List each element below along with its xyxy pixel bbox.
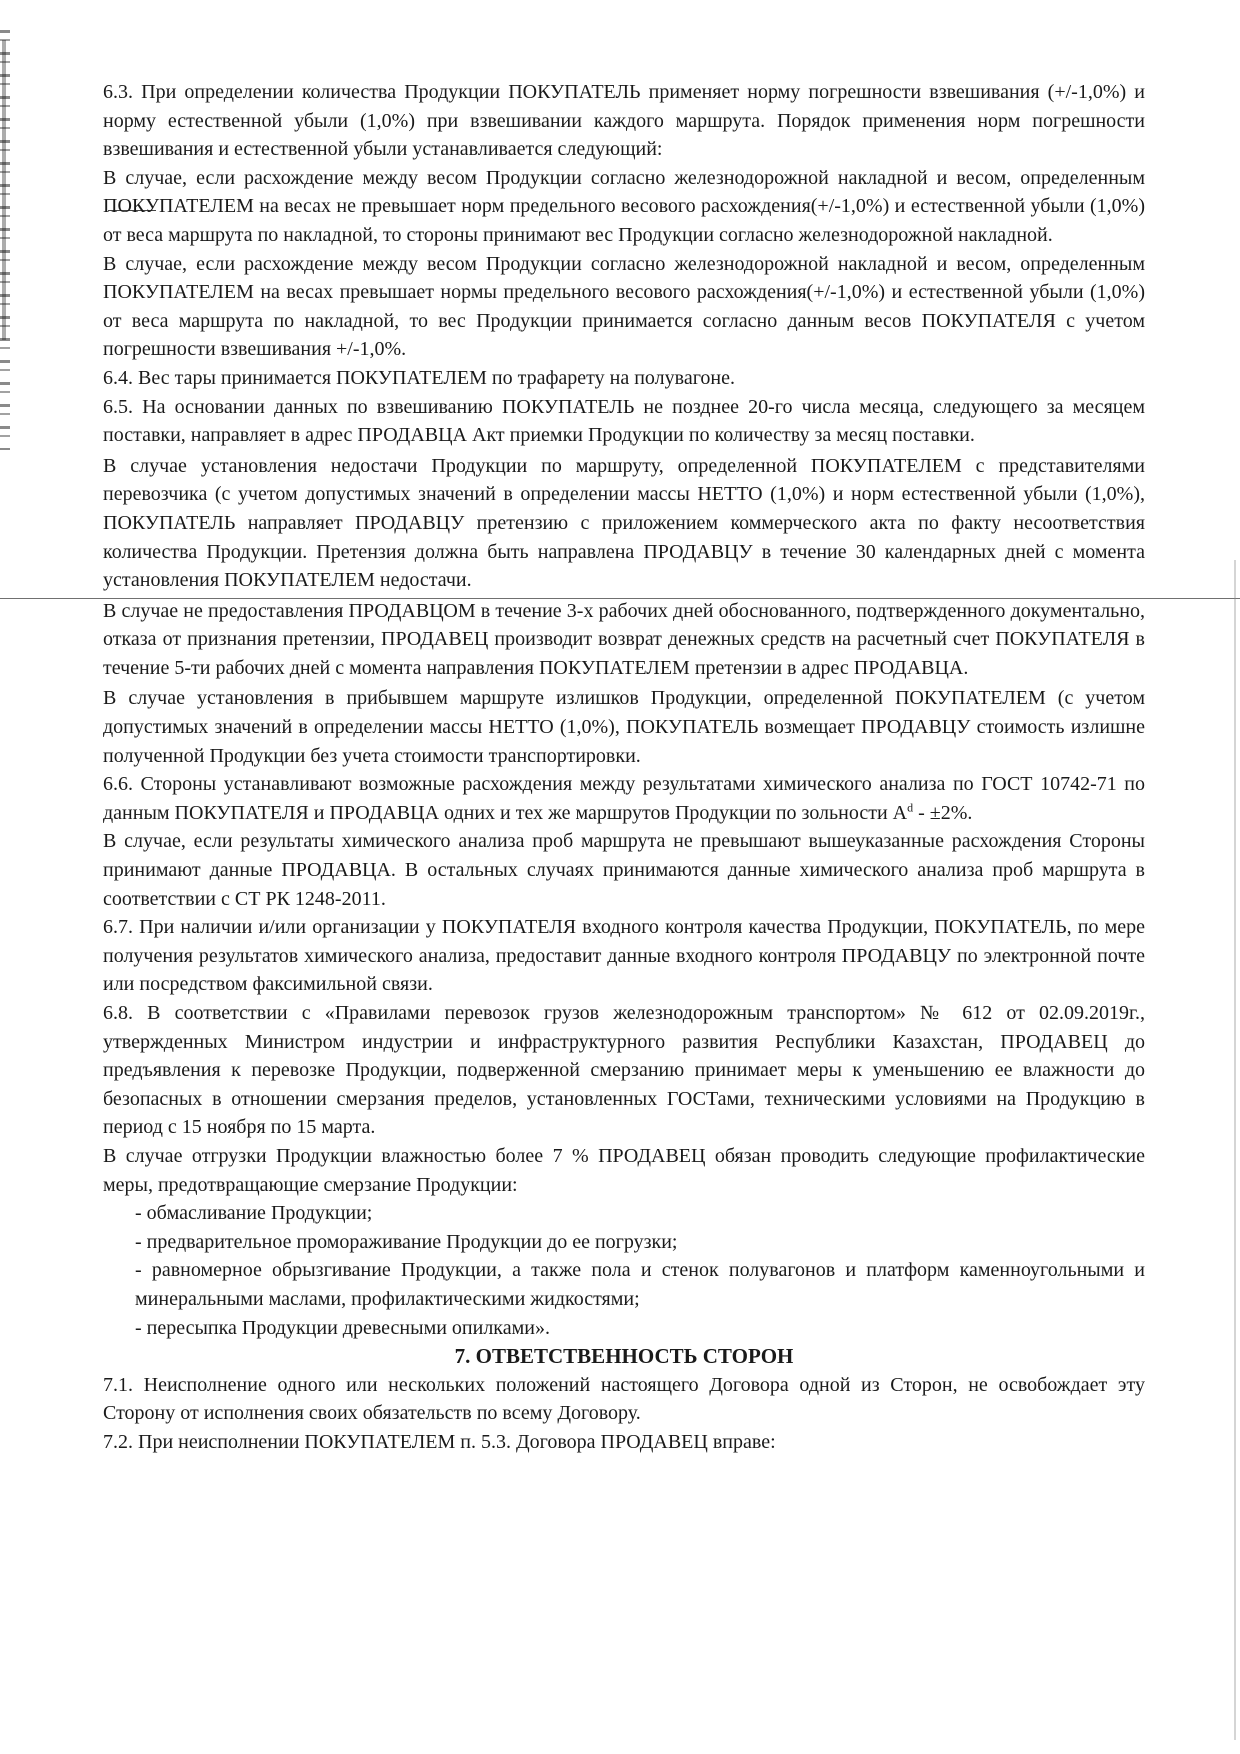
clause-6-6-tail: - ±2%. xyxy=(913,801,973,824)
document-page xyxy=(103,78,1145,1457)
clause-6-3-case-exceeds: В случае, если расхождение между весом Продукции согласно железнодорожной накладной и весом, определенным ПОКУПАТЕЛЕМ на весах превышает нормы предельного весового расхождения(+/-1,0%) и естественной убыли (1,0%) от веса маршрута по накладной, то вес Продукции принимается согласно данным весов ПОКУПАТЕЛЯ с учетом погрешности взвешивания +/-1,0%. xyxy=(103,252,1145,361)
section-7-heading: 7. ОТВЕТСТВЕННОСТЬ СТОРОН xyxy=(454,1344,794,1369)
clause-7-1: 7.1. Неисполнение одного или нескольких положений настоящего Договора одной из Сторон, не освобождает эту Сторону от исполнения своих обязательств по всему Договору. xyxy=(103,1373,1145,1425)
ash-superscript: d xyxy=(907,800,914,815)
measure-item: - обмасливание Продукции; xyxy=(135,1202,373,1225)
clause-6-8-moisture: В случае отгрузки Продукции влажностью более 7 % ПРОДАВЕЦ обязан проводить следующие профилактические меры, предотвращающие смерзание Продукции: xyxy=(103,1144,1145,1196)
clause-6-8: 6.8. В соответствии с «Правилами перевозок грузов железнодорожным транспортом» № 612 от 02.09.2019г., утвержденных Министром индустрии и инфраструктурного развития Республики Казахстан, ПРОДАВЕЦ до предъявления к перевозке Продукции, подверженной смерзанию принимает меры к уменьшению ее влажности до безопасных в отношении смерзания пределов, установленных ГОСТами, техническими условиями на Продукцию в период с 15 ноября по 15 марта. xyxy=(103,1002,1145,1139)
clause-6-6-analysis: В случае, если результаты химического анализа проб маршрута не превышают вышеуказанные расхождения Стороны принимают данные ПРОДАВЦА. В остальных случаях принимаются данные химического анализа проб маршрута в соответствии с СТ РК 1248-2011. xyxy=(103,830,1145,910)
measure-item: - предварительное промораживание Продукции до ее погрузки; xyxy=(135,1230,678,1253)
clause-6-7: 6.7. При наличии и/или организации у ПОКУПАТЕЛЯ входного контроля качества Продукции, ПОКУПАТЕЛЬ, по мере получения результатов химического анализа, предоставит данные входного контроля ПРОДАВЦУ по электронной почте или посредством факсимильной связи. xyxy=(103,916,1145,996)
clause-6-3: 6.3. При определении количества Продукции ПОКУПАТЕЛЬ применяет норму погрешности взвешивания (+/-1,0%) и норму естественной убыли (1,0%) при взвешивании каждого маршрута. Порядок применения норм погрешности взвешивания и естественной убыли устанавливается следующий: xyxy=(103,81,1145,161)
clause-6-6 xyxy=(103,770,1145,827)
measure-item: - равномерное обрызгивание Продукции, а также пола и стенок полувагонов и платформ каменноугольными и минеральными маслами, профилактическими жидкостями; xyxy=(135,1259,1145,1310)
clause-6-4: 6.4. Вес тары принимается ПОКУПАТЕЛЕМ по трафарету на полувагоне. xyxy=(103,366,735,389)
scan-edge-shadow xyxy=(2,40,6,340)
clause-6-5-refund: В случае не предоставления ПРОДАВЦОМ в течение 3-х рабочих дней обоснованного, подтвержденного документально, отказа от признания претензии, ПРОДАВЕЦ производит возврат денежных средств на расчетный счет ПОКУПАТЕЛЯ в течение 5-ти рабочих дней с момента направления ПОКУПАТЕЛЕМ претензии в адрес ПРОДАВЦА. xyxy=(103,599,1145,679)
clause-6-5-surplus: В случае установления в прибывшем маршруте излишков Продукции, определенной ПОКУПАТЕЛЕМ (с учетом допустимых значений в определении массы НЕТТО (1,0%), ПОКУПАТЕЛЬ возмещает ПРОДАВЦУ стоимость излишне полученной Продукции без учета стоимости транспортировки. xyxy=(103,687,1145,767)
clause-7-2: 7.2. При неисполнении ПОКУПАТЕЛЕМ п. 5.3. Договора ПРОДАВЕЦ вправе: xyxy=(103,1430,776,1453)
scan-right-edge xyxy=(1234,560,1236,1740)
clause-6-6-text: 6.6. Стороны устанавливают возможные расхождения между результатами химического анализа по ГОСТ 10742-71 по данным ПОКУПАТЕЛЯ и ПРОДАВЦА одних и тех же маршрутов Продукции по зольности A xyxy=(103,773,1145,824)
measure-item: - пересыпка Продукции древесными опилками». xyxy=(135,1316,550,1339)
clause-6-5: 6.5. На основании данных по взвешиванию ПОКУПАТЕЛЬ не позднее 20-го числа месяца, следующего за месяцем поставки, направляет в адрес ПРОДАВЦА Акт приемки Продукции по количеству за месяц поставки. xyxy=(103,395,1145,447)
clause-6-3-case-within: В случае, если расхождение между весом Продукции согласно железнодорожной накладной и весом, определенным ПОКУПАТЕЛЕМ на весах не превышает норм предельного весового расхождения(+/-1,0%) и естественной убыли (1,0%) от веса маршрута по накладной, то стороны принимают вес Продукции согласно железнодорожной накладной. xyxy=(103,166,1145,246)
clause-6-5-shortage: В случае установления недостачи Продукции по маршруту, определенной ПОКУПАТЕЛЕМ с представителями перевозчика (с учетом допустимых значений в определении массы НЕТТО (1,0%) и норм естественной убыли (1,0%), ПОКУПАТЕЛЬ направляет ПРОДАВЦУ претензию с приложением коммерческого акта по факту несоответствия количества Продукции. Претензия должна быть направлена ПРОДАВЦУ в течение 30 календарных дней с момента установления ПОКУПАТЕЛЕМ недостачи. xyxy=(103,454,1145,592)
